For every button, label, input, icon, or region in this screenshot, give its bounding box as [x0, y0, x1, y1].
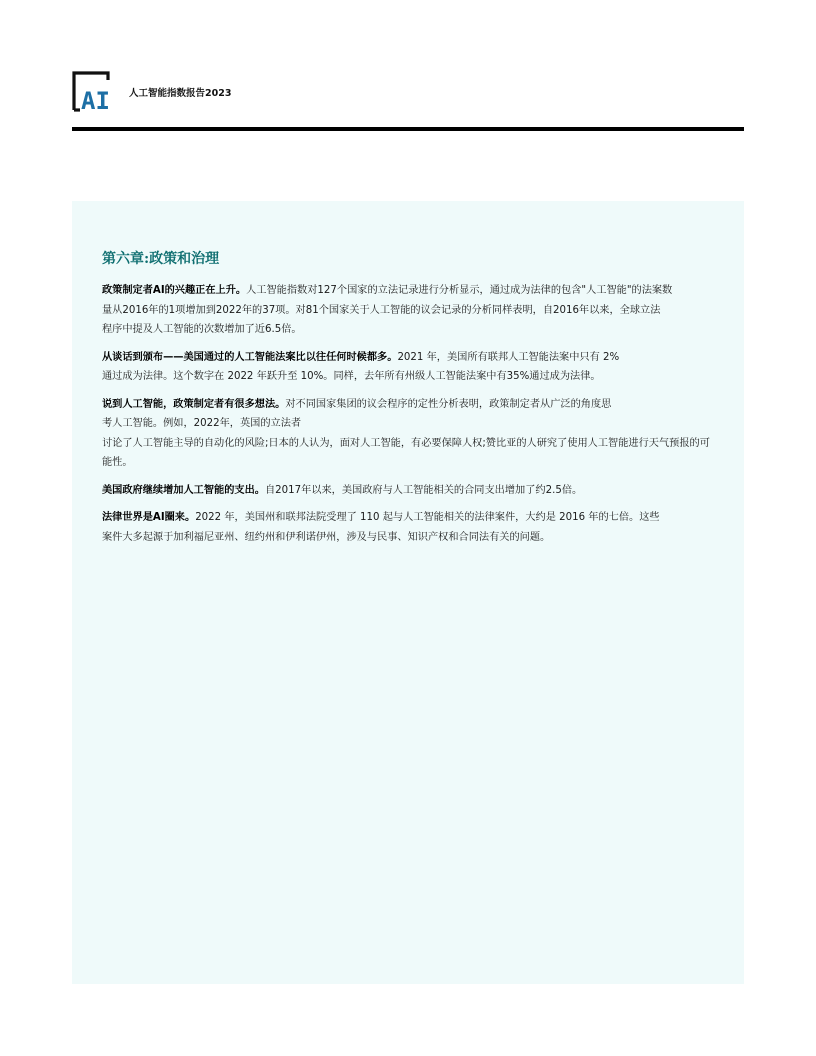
paragraph-line [102, 508, 702, 528]
paragraph-line: 程序中提及人工智能的次数增加了近6.5倍。 [102, 324, 302, 335]
highlight-text: 2021 年，美国所有联邦人工智能法案中只有 2% [397, 351, 620, 363]
highlights [102, 281, 710, 555]
paragraph-line: 能性。 [102, 457, 133, 468]
highlight-lead: 美国政府继续增加人工智能的支出。 [102, 484, 265, 496]
ai-index-logo [72, 70, 118, 112]
highlight-lead: 说到人工智能，政策制定者有很多想法。 [102, 398, 286, 410]
highlight-text: 自2017年以来，美国政府与人工智能相关的合同支出增加了约2.5倍。 [265, 484, 583, 496]
highlight-paragraph [102, 481, 702, 501]
paragraph-line: 量从2016年的1项增加到2022年的37项。对81个国家关于人工智能的议会记录的分析同样表明，自2016年以来，全球立法 [102, 304, 661, 316]
highlight-paragraph [102, 508, 702, 547]
svg-text:AI: AI [81, 87, 110, 112]
highlight-text: 对不同国家集团的议会程序的定性分析表明，政策制定者从广泛的角度思 [285, 398, 612, 410]
highlight-lead: 政策制定者AI的兴趣正在上升。 [102, 285, 247, 296]
header-divider [72, 127, 744, 131]
highlight-lead: 从谈话到颁布——美国通过的人工智能法案比以往任何时候都多。 [102, 351, 398, 363]
paragraph-line [102, 281, 702, 301]
paragraph-line: 案件大多起源于加利福尼亚州、纽约州和伊利诺伊州，涉及与民事、知识产权和合同法有关的问题。 [102, 531, 551, 543]
summary-panel [72, 201, 744, 984]
report-header [72, 70, 744, 112]
paragraph-line: 讨论了人工智能主导的自动化的风险;日本的人认为，面对人工智能，有必要保障人权;赞比亚的人研究了使用人工智能进行天气预报的可 [102, 437, 710, 449]
paragraph-line [102, 395, 702, 415]
paragraph-line [102, 348, 702, 368]
highlight-paragraph [102, 395, 710, 473]
paragraph-line [102, 481, 702, 501]
paragraph-line: 考人工智能。例如，2022年，英国的立法者 [102, 418, 302, 429]
highlight-text: 2022 年，美国州和联邦法院受理了 110 起与人工智能相关的法律案件，大约是 2016 年的七倍。这些 [195, 512, 660, 523]
highlight-paragraph [102, 348, 702, 387]
highlight-text: 人工智能指数对127个国家的立法记录进行分析显示，通过成为法律的包含"人工智能"的法案数 [246, 285, 673, 296]
highlight-lead: 法律世界是AI圈来。 [102, 512, 196, 523]
paragraph-line: 通过成为法律。这个数字在 2022 年跃升至 10%。同样，去年所有州级人工智能法案中有35%通过成为法律。 [102, 371, 601, 382]
report-title: 人工智能指数报告2023 [129, 88, 232, 99]
highlight-paragraph [102, 281, 702, 340]
chapter-title: 第六章:政策和治理 [102, 251, 220, 267]
